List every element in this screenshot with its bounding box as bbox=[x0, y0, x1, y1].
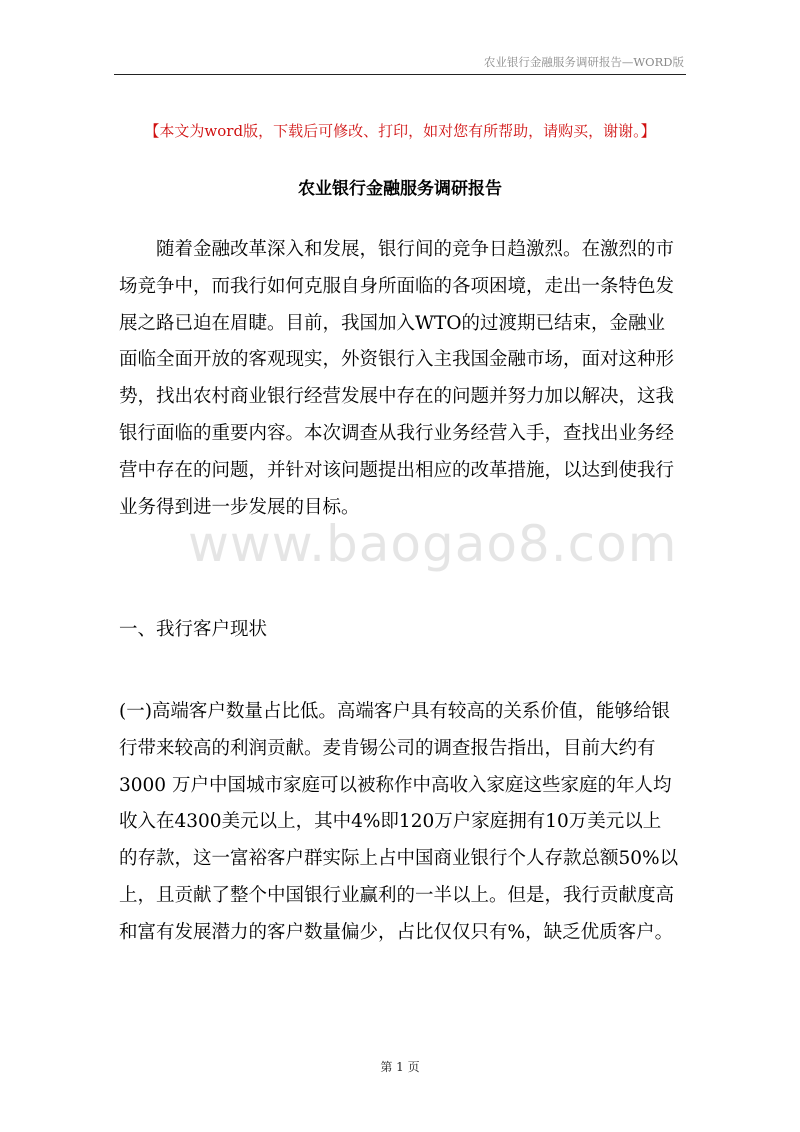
document-title: 农业银行金融服务调研报告 bbox=[298, 179, 502, 199]
text-line: 展之路已迫在眉睫。目前，我国加入WTO的过渡期已结束，金融业 bbox=[119, 312, 666, 334]
purchase-notice: 【本文为word版，下载后可修改、打印，如对您有所帮助，请购买，谢谢。】 bbox=[144, 122, 656, 140]
page-number: 第 1 页 bbox=[380, 1060, 420, 1074]
text-line: 银行面临的重要内容。本次调查从我行业务经营入手，查找出业务经 bbox=[119, 422, 675, 444]
section-heading: 一、我行客户现状 bbox=[119, 619, 268, 640]
running-header: 农业银行金融服务调研报告—WORD版 bbox=[483, 55, 684, 69]
header-divider bbox=[114, 74, 686, 75]
text-line: 行带来较高的利润贡献。麦肯锡公司的调查报告指出，目前大约有 bbox=[119, 737, 656, 759]
text-line: 营中存在的问题，并针对该问题提出相应的改革措施，以达到使我行 bbox=[119, 459, 675, 481]
text-line: 的存款，这一富裕客户群实际上占中国商业银行个人存款总额50%以 bbox=[119, 848, 679, 870]
text-line: 收入在4300美元以上，其中4%即120万户家庭拥有10万美元以上 bbox=[119, 811, 662, 833]
text-line: 业务得到进一步发展的目标。 bbox=[119, 496, 360, 518]
section-paragraph bbox=[119, 694, 699, 952]
text-line: 上，且贡献了整个中国银行业赢利的一半以上。但是，我行贡献度高 bbox=[119, 884, 675, 906]
text-line: 势，找出农村商业银行经营发展中存在的问题并努力加以解决，这我 bbox=[119, 386, 675, 408]
text-line: 3000 万户中国城市家庭可以被称作中高收入家庭这些家庭的年人均 bbox=[119, 774, 672, 796]
text-line: (一)高端客户数量占比低。高端客户具有较高的关系价值，能够给银 bbox=[119, 701, 670, 722]
text-line: 面临全面开放的客观现实，外资银行入主我国金融市场，面对这种形 bbox=[119, 349, 675, 371]
text-line: 场竞争中，而我行如何克服自身所面临的各项困境，走出一条特色发 bbox=[119, 275, 675, 297]
intro-paragraph bbox=[119, 232, 699, 526]
text-line: 随着金融改革深入和发展，银行间的竞争日趋激烈。在激烈的市 bbox=[156, 239, 675, 260]
text-line: 和富有发展潜力的客户数量偏少，占比仅仅只有%，缺乏优质客户。 bbox=[119, 921, 674, 943]
watermark: www.baogao8.com bbox=[188, 515, 678, 573]
